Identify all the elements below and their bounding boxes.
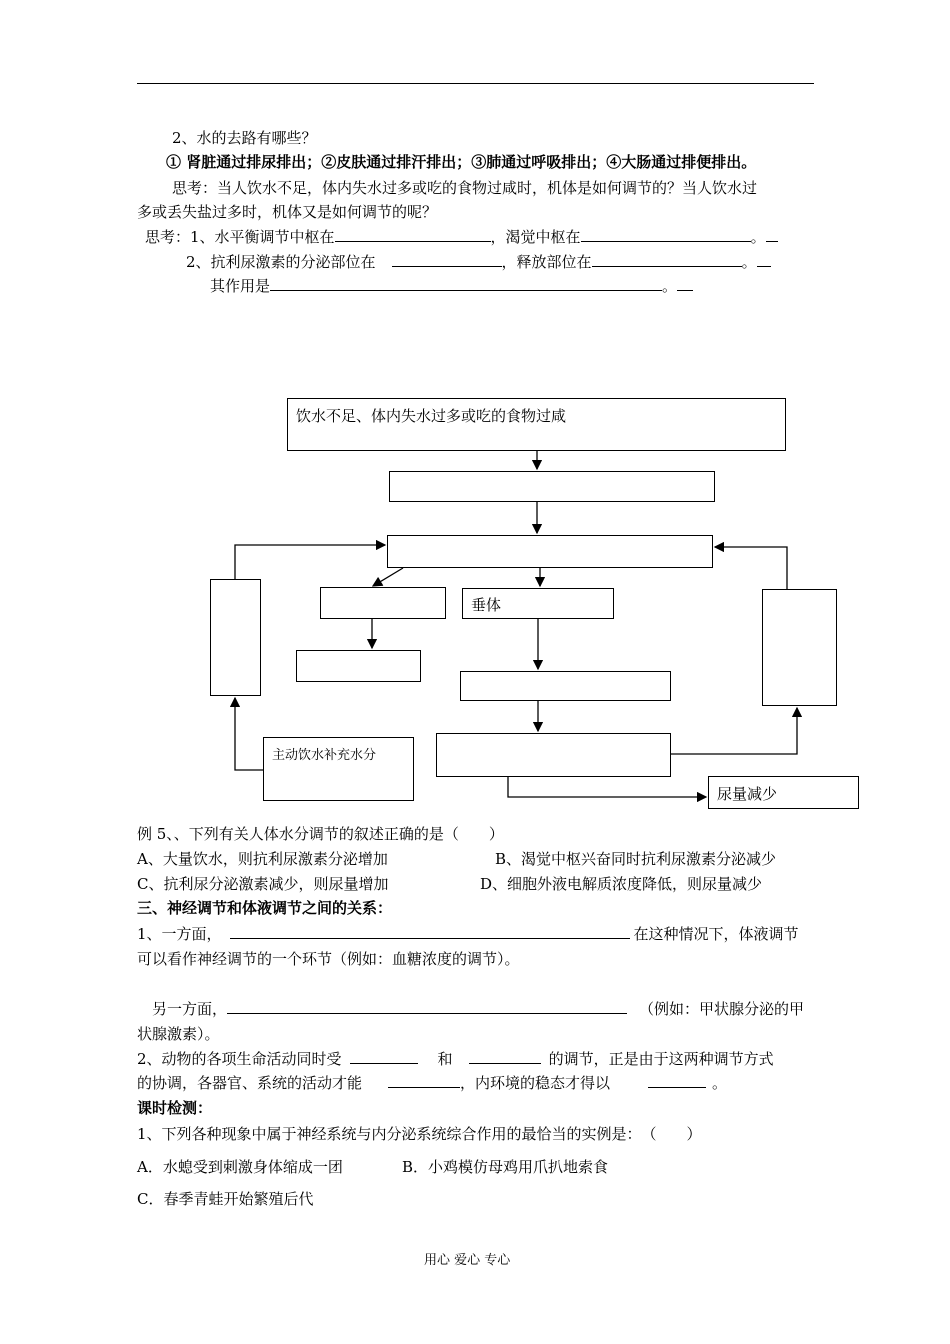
section3-heading: 三、神经调节和体液调节之间的关系：: [137, 899, 393, 917]
example5-option-d: D、细胞外液电解质浓度降低，则尿量减少: [480, 875, 763, 893]
q2-question: 2、水的去路有哪些？: [172, 129, 317, 147]
blank-maintain[interactable]: [648, 1073, 706, 1088]
quiz-heading: 课时检测：: [137, 1099, 213, 1117]
section3-p3-b: 和: [437, 1050, 453, 1068]
flow-urine-text: 尿量减少: [717, 785, 778, 803]
section3-p3-line2-a: 的协调，各器官、系统的活动才能: [137, 1074, 363, 1092]
example5-option-a: A、大量饮水，则抗利尿激素分泌增加: [137, 850, 388, 868]
quiz-q1: 1、下列各种现象中属于神经系统与内分泌系统综合作用的最恰当的实例是： （ ）: [137, 1125, 702, 1143]
section3-p2-suffix: （例如：甲状腺分泌的甲: [639, 1000, 805, 1018]
section3-p2-prefix: 另一方面，: [152, 1000, 228, 1018]
blank-regulation-2[interactable]: [469, 1049, 541, 1064]
arrow-left-hypothalamus: [235, 545, 385, 579]
flow-stimulus-text: 饮水不足、体内失水过多或吃的食物过咸: [296, 407, 567, 425]
arrow-kidney-right: [671, 708, 797, 754]
section3-p1-suffix: 在这种情况下，体液调节: [633, 925, 799, 943]
section3-p2-line2: 状腺激素）。: [137, 1025, 220, 1043]
think1-line1: 思考：当人饮水不足，体内失水过多或吃的食物过咸时，机体是如何调节的？当人饮水过: [172, 179, 758, 197]
q2-answer: ① 肾脏通过排尿排出；②皮肤通过排汗排出；③肺通过呼吸排出；④大肠通过排便排出。: [166, 153, 757, 171]
quiz-option-c: C．春季青蛙开始繁殖后代: [137, 1190, 314, 1208]
arrow-drink-left: [235, 698, 263, 770]
section3-p3-a: 2、动物的各项生命活动同时受: [137, 1050, 342, 1068]
section3-p1-line2: 可以看作神经调节的一个环节（例如：血糖浓度的调节）。: [137, 950, 520, 968]
arrow-right-hypothalamus: [715, 547, 787, 589]
think2-comma: ，渴觉中枢在: [490, 228, 581, 246]
flow-pituitary-text: 垂体: [471, 596, 502, 614]
section3-p3-line2: [137, 1073, 727, 1093]
blank-one-hand[interactable]: [230, 924, 630, 939]
think2-end: 。: [750, 228, 766, 246]
arrow-kidney-urine: [508, 777, 706, 797]
page-footer: 用心 爱心 专心: [424, 1253, 511, 1268]
example5-option-c: C、抗利尿分泌激素减少，则尿量增加: [137, 875, 389, 893]
think2-prefix: 思考：1、水平衡调节中枢在: [145, 228, 335, 246]
blank-coordinate[interactable]: [388, 1073, 460, 1088]
think2-effect-end: 。: [662, 277, 678, 295]
example5-stem: 例 5、、下列有关人体水分调节的叙述正确的是（ ）: [137, 825, 504, 843]
section3-p3: [137, 1049, 774, 1069]
blank-regulation-1[interactable]: [350, 1049, 418, 1064]
think2-item2-end: 。: [741, 253, 757, 271]
section3-p3-line2-c: 。: [712, 1074, 728, 1092]
flow-drink-text: 主动饮水补充水分: [272, 748, 377, 763]
section3-p3-line2-b: ，内环境的稳态才得以: [460, 1074, 611, 1092]
think2-item2-mid: ，释放部位在: [501, 253, 592, 271]
example5-option-b: B、渴觉中枢兴奋同时抗利尿激素分泌减少: [495, 850, 777, 868]
section3-p2: [152, 999, 804, 1019]
quiz-option-b: B．小鸡模仿母鸡用爪扒地索食: [402, 1158, 609, 1176]
section3-p1-prefix: 1、一方面，: [137, 925, 222, 943]
think2-effect-prefix: 其作用是: [210, 277, 271, 295]
section3-p1: [137, 924, 799, 944]
quiz-option-a: A．水螅受到刺激身体缩成一团: [137, 1158, 343, 1176]
think1-line2: 多或丢失盐过多时，机体又是如何调节的呢？: [137, 203, 438, 221]
section3-p3-c: 的调节，正是由于这两种调节方式: [548, 1050, 774, 1068]
arrow-hypothalamus-cortex: [373, 568, 403, 586]
blank-other-hand[interactable]: [227, 999, 627, 1014]
think2-item2-prefix: 2、抗利尿激素的分泌部位在: [186, 253, 376, 271]
